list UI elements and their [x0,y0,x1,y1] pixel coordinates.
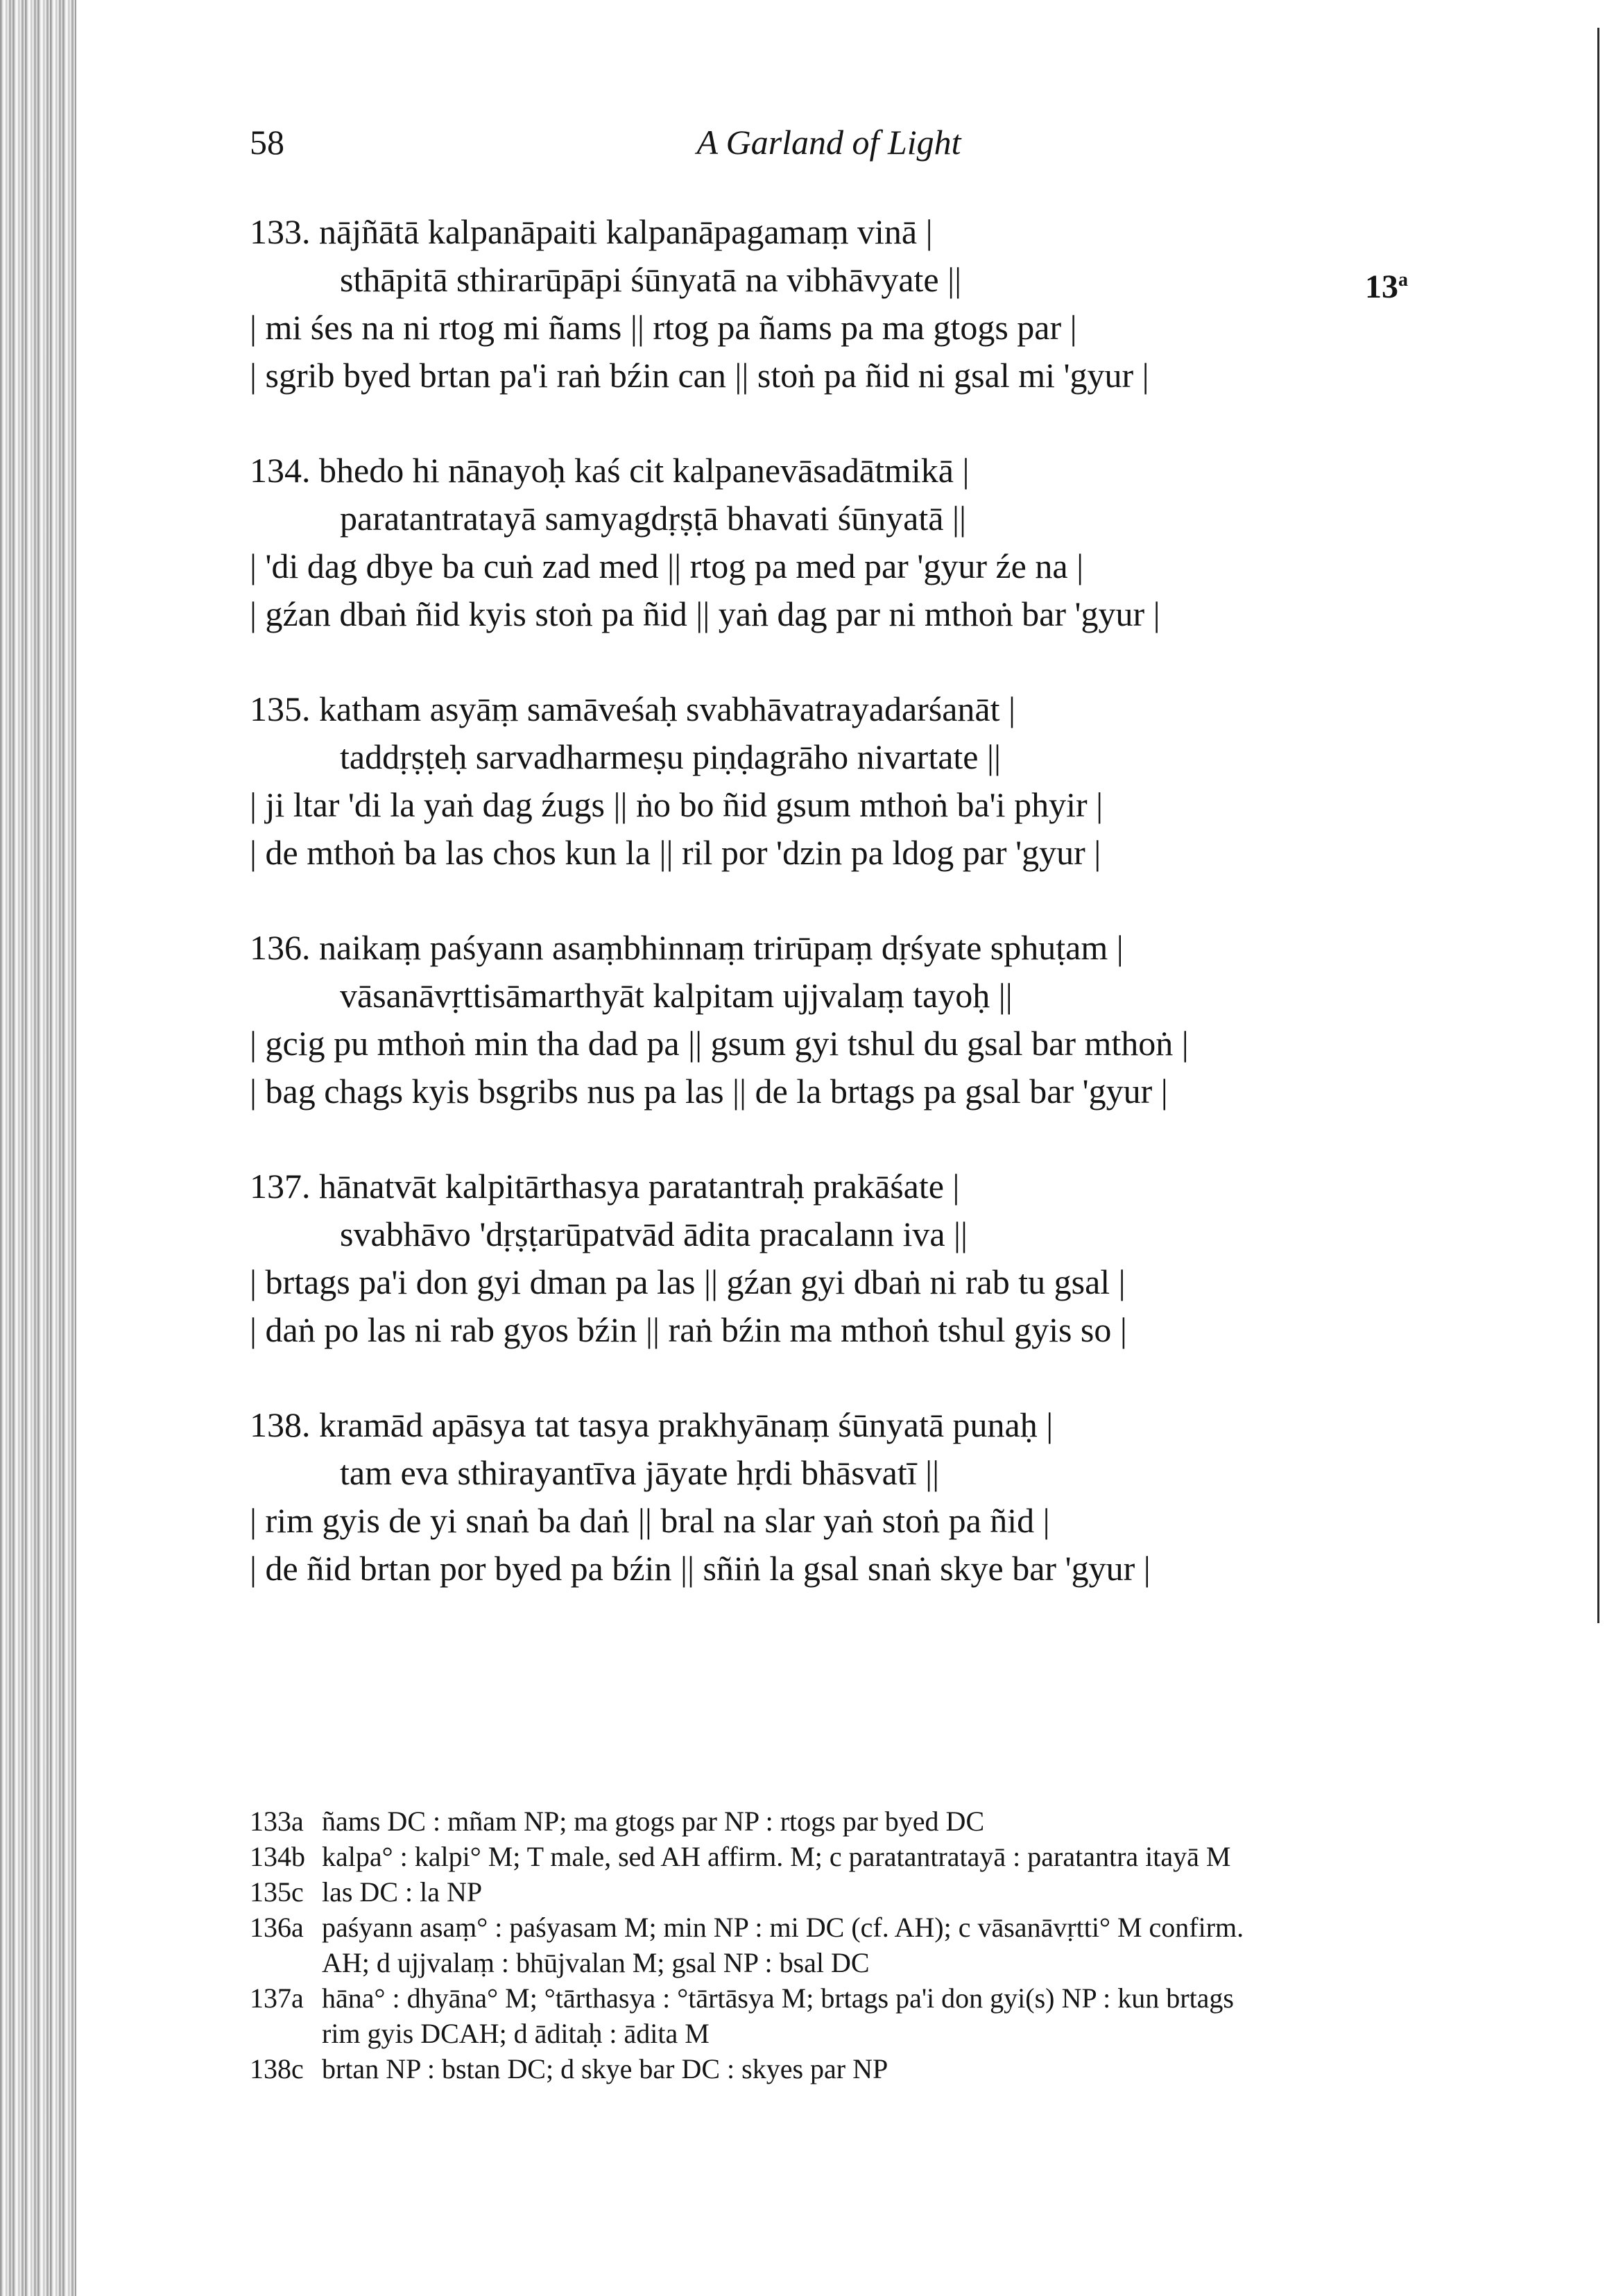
sanskrit-line-b: paratantratayā samyagdṛṣṭā bhavati śūnyatā || [340,499,966,538]
verse-number: 138. [250,1405,311,1444]
verse-138 [250,1401,1408,1593]
page-number: 58 [250,123,284,162]
verse-137 [250,1163,1408,1354]
tibetan-line-a: | gcig pu mthoṅ min tha dad pa || gsum gyi tshul du gsal bar mthoṅ | [250,1024,1189,1063]
verse-number: 135. [250,689,311,728]
verse-136 [250,924,1408,1115]
verse-line-sanskrit-b [250,256,1408,304]
footnote-135c [250,1874,1436,1910]
footnote-text-continued: rim gyis DCAH; d āditaḥ : ādita M [322,2018,710,2049]
verse-line-sanskrit [250,685,1408,733]
tibetan-line-b: | de ñid brtan por byed pa bźin || sñiṅ la gsal snaṅ skye bar 'gyur | [250,1549,1151,1588]
tibetan-line-a: | 'di dag dbye ba cuṅ zad med || rtog pa med par 'gyur źe na | [250,547,1084,585]
footnote-text: kalpa° : kalpi° M; T male, sed AH affirm. M; c paratantratayā : paratantra itayā M [322,1841,1231,1872]
verse-number: 133. [250,212,311,251]
footnote-text-continued: AH; d ujjvalaṃ : bhūjvalan M; gsal NP : bsal DC [322,1947,870,1978]
running-head: A Garland of Light [696,123,961,162]
sanskrit-line-b: sthāpitā sthirarūpāpi śūnyatā na vibhāvyate || [340,260,962,299]
tibetan-line-b: | sgrib byed brtan pa'i raṅ bźin can || stoṅ pa ñid ni gsal mi 'gyur | [250,356,1149,395]
footnote-label: 135c [250,1876,304,1908]
folio-reference: 13$^a$ [1365,268,1408,305]
verse-line-sanskrit [250,1163,1408,1210]
footnote-137a [250,1980,1436,2051]
verse-number: 136. [250,928,311,967]
verse-line-sanskrit [250,447,1408,495]
page-header [250,121,1408,170]
footnote-label: 136a [250,1912,304,1943]
tibetan-line-a: | rim gyis de yi snaṅ ba daṅ || bral na slar yaṅ stoṅ pa ñid | [250,1501,1050,1540]
footnote-label: 134b [250,1841,305,1872]
footnote-label: 133a [250,1806,304,1837]
tibetan-line-b: | daṅ po las ni rab gyos bźin || raṅ bźin ma mthoṅ tshul gyis so | [250,1310,1127,1349]
footnote-label: 137a [250,1982,304,2014]
sanskrit-line-b: vāsanāvṛttisāmarthyāt kalpitam ujjvalaṃ tayoḥ || [340,976,1013,1015]
verse-135 [250,685,1408,877]
verse-134 [250,447,1408,638]
sanskrit-line-a: naikaṃ paśyann asaṃbhinnaṃ trirūpaṃ dṛśyate sphuṭam | [319,928,1124,967]
sanskrit-line-a: nājñātā kalpanāpaiti kalpanāpagamaṃ vinā | [319,212,933,251]
verse-line-sanskrit [250,208,1408,256]
sanskrit-line-a: hānatvāt kalpitārthasya paratantraḥ prakāśate | [319,1167,960,1206]
page-edge-line [1597,28,1599,1623]
footnote-text: paśyann asaṃ° : paśyasam M; min NP : mi DC (cf. AH); c vāsanāvṛtti° M confirm. [322,1912,1244,1943]
footnote-text: ñams DC : mñam NP; ma gtogs par NP : rtogs par byed DC [322,1806,985,1837]
footnote-134b [250,1839,1436,1874]
sanskrit-line-b: tam eva sthirayantīva jāyate hṛdi bhāsvatī || [340,1453,940,1492]
sanskrit-line-b: taddṛṣṭeḥ sarvadharmeṣu piṇḍagrāho nivartate || [340,737,1002,776]
footnote-text: brtan NP : bstan DC; d skye bar DC : skyes par NP [322,2053,888,2084]
footnote-136a [250,1910,1436,1980]
footnote-text: hāna° : dhyāna° M; °tārthasya : °tārtāsya M; brtags pa'i don gyi(s) NP : kun brtags [322,1982,1234,2014]
sanskrit-line-b: svabhāvo 'dṛṣṭarūpatvād ādita pracalann iva || [340,1215,968,1253]
sanskrit-line-a: bhedo hi nānayoḥ kaś cit kalpanevāsadātmikā | [319,451,970,490]
tibetan-line-a: | brtags pa'i don gyi dman pa las || gźan gyi dbaṅ ni rab tu gsal | [250,1262,1126,1301]
sanskrit-line-a: katham asyāṃ samāveśaḥ svabhāvatrayadarśanāt | [319,689,1016,728]
sanskrit-line-a: kramād apāsya tat tasya prakhyānaṃ śūnyatā punaḥ | [319,1405,1054,1444]
footnote-text: las DC : la NP [322,1876,483,1908]
verse-line-sanskrit [250,1401,1408,1449]
footnote-138c [250,2051,1436,2087]
verse-number: 137. [250,1167,311,1206]
tibetan-line-a: | mi śes na ni rtog mi ñams || rtog pa ñams pa ma gtogs par | [250,308,1077,347]
book-binding-shadow [0,0,76,2296]
tibetan-line-a: | ji ltar 'di la yaṅ dag źugs || ṅo bo ñid gsum mthoṅ ba'i phyir | [250,785,1104,824]
verse-number: 134. [250,451,311,490]
tibetan-line-b: | bag chags kyis bsgribs nus pa las || de la brtags pa gsal bar 'gyur | [250,1072,1168,1111]
tibetan-line-b: | gźan dbaṅ ñid kyis stoṅ pa ñid || yaṅ dag par ni mthoṅ bar 'gyur | [250,594,1160,633]
footnote-133a [250,1804,1436,1839]
verse-line-sanskrit [250,924,1408,972]
verse-list [250,208,1408,1640]
footnotes [250,1804,1436,2087]
tibetan-line-b: | de mthoṅ ba las chos kun la || ril por 'dzin pa ldog par 'gyur | [250,833,1101,872]
verse-133 [250,208,1408,400]
footnote-label: 138c [250,2053,304,2084]
